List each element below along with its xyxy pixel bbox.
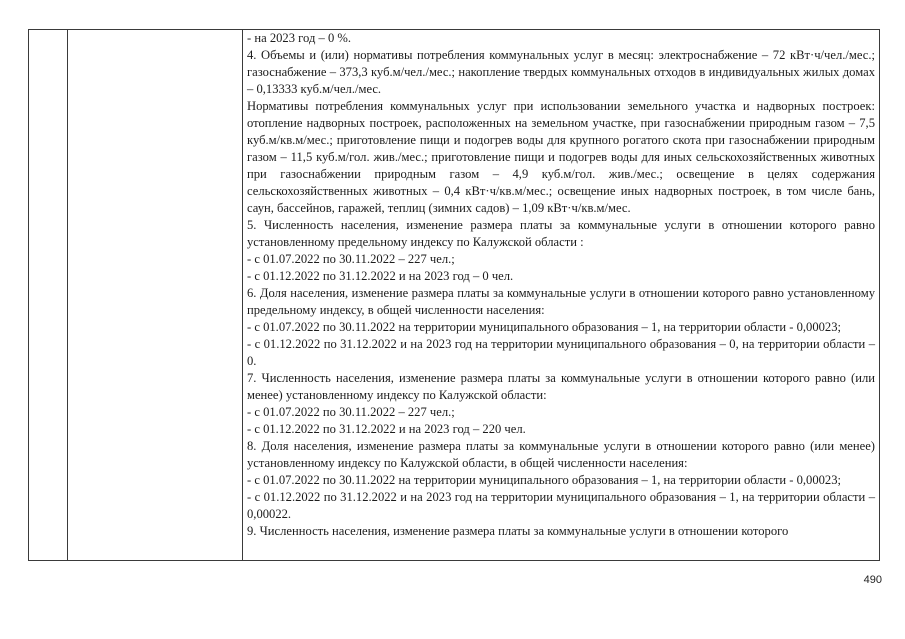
paragraph: - с 01.07.2022 по 30.11.2022 – 227 чел.; bbox=[247, 252, 455, 266]
page-number: 490 bbox=[863, 574, 882, 586]
paragraph: 7. Численность населения, изменение размера платы за коммунальные услуги в отношении которого равно (или менее) установленному индексу по Калужской области: bbox=[247, 371, 875, 402]
table-column-divider-1 bbox=[67, 30, 68, 560]
paragraph: - с 01.12.2022 по 31.12.2022 и на 2023 год на территории муниципального образования – 0, на территории области – 0. bbox=[247, 337, 875, 368]
content-table bbox=[28, 29, 880, 561]
table-text-cell bbox=[245, 30, 877, 560]
paragraph: - с 01.12.2022 по 31.12.2022 и на 2023 год на территории муниципального образования – 1, на территории области – 0,00022. bbox=[247, 490, 875, 521]
paragraph: - с 01.07.2022 по 30.11.2022 на территории муниципального образования – 1, на территории области - 0,00023; bbox=[247, 473, 842, 487]
paragraph: Нормативы потребления коммунальных услуг при использовании земельного участка и надворных построек: отопление надворных построек, расположенных на земельном участке, при газоснабжении природным газом – 7,5 куб.м/кв.м/мес.; приготовление пищи и подогрев воды для крупного рогатого скота при газоснабжении природным газом – 11,5 куб.м/гол. жив./мес.; приготовление пищи и подогрев воды для иных сельскохозяйственных животных при газоснабжении природным газом – 4,9 куб.м/гол. жив./мес.; освещение в целях содержания сельскохозяйственных животных – 0,4 кВт·ч/кв.м/мес.; освещение иных надворных построек, в том числе бань, саун, бассейнов, гаражей, теплиц (зимних садов) – 1,09 кВт·ч/кв.м/мес. bbox=[247, 99, 875, 215]
paragraph: - с 01.07.2022 по 30.11.2022 на территории муниципального образования – 1, на территории области - 0,00023; bbox=[247, 320, 842, 334]
paragraph: - с 01.12.2022 по 31.12.2022 и на 2023 год – 220 чел. bbox=[247, 422, 526, 436]
paragraph: - с 01.07.2022 по 30.11.2022 – 227 чел.; bbox=[247, 405, 455, 419]
paragraph: 9. Численность населения, изменение размера платы за коммунальные услуги в отношении которого bbox=[247, 524, 789, 538]
paragraph: 4. Объемы и (или) нормативы потребления коммунальных услуг в месяц: электроснабжение – 72 кВт·ч/чел./мес.; газоснабжение – 373,3 куб.м/чел./мес.; накопление твердых коммунальных отходов в индивидуальных жилых домах – 0,13333 куб.м/чел./мес. bbox=[247, 48, 875, 96]
paragraph: - с 01.12.2022 по 31.12.2022 и на 2023 год – 0 чел. bbox=[247, 269, 514, 283]
table-column-divider-2 bbox=[242, 30, 243, 560]
paragraph: 8. Доля населения, изменение размера платы за коммунальные услуги в отношении которого равно (или менее) установленному индексу по Калужской области, в общей численности населения: bbox=[247, 439, 875, 470]
paragraph: 6. Доля населения, изменение размера платы за коммунальные услуги в отношении которого равно установленному предельному индексу, в общей численности населения: bbox=[247, 286, 875, 317]
paragraph: - на 2023 год – 0 %. bbox=[247, 31, 352, 45]
paragraph: 5. Численность населения, изменение размера платы за коммунальные услуги в отношении которого равно установленному предельному индексу по Калужской области : bbox=[247, 218, 875, 249]
